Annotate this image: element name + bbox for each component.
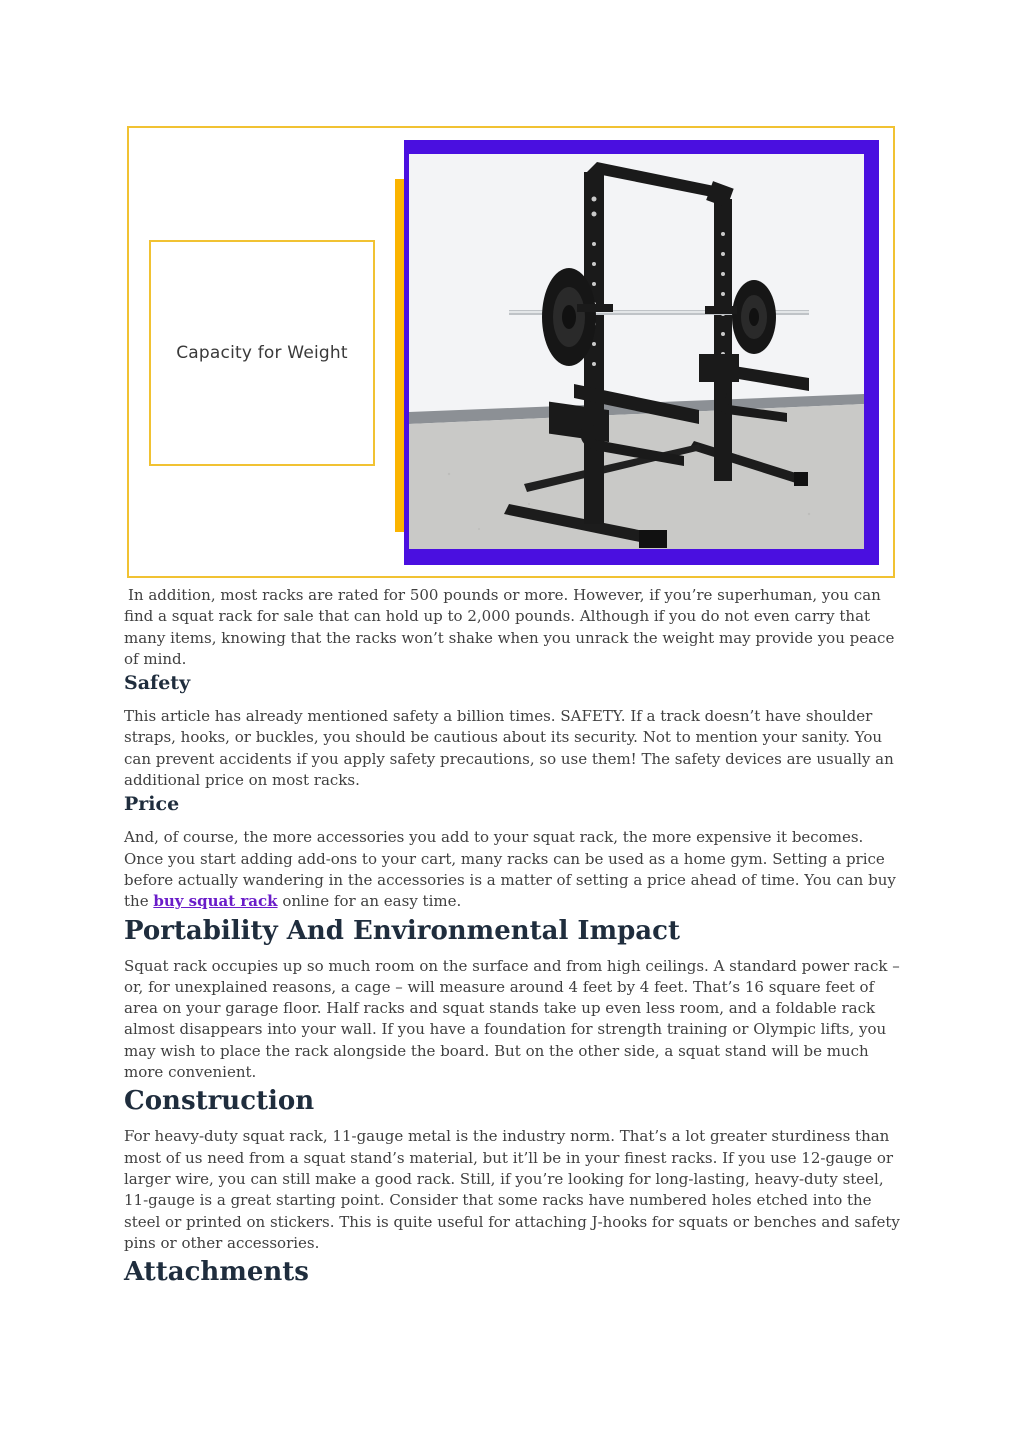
heading-attachments: Attachments xyxy=(124,1257,309,1288)
squat-rack-photo xyxy=(409,154,864,549)
squat-rack-illustration xyxy=(409,154,864,549)
price-text-before: And, of course, the more accessories you add to your squat rack, the more expensive it becomes. Once you start adding add-ons to your cart, many racks can be used as a home gym. Setting a price before actually wandering in the accessories is a matter of setting a price ahead of time. You can buy the xyxy=(124,828,896,911)
portability-paragraph: Squat rack occupies up so much room on the surface and from high ceilings. A standard power rack – or, for unexplained reasons, a cage – will measure around 4 feet by 4 feet. That’s 16 square feet of area on your garage floor. Half racks and squat stands take up even less room, and a foldable rack almost disappears into your wall. If you have a foundation for strength training or Olympic lifts, you may wish to place the rack alongside the board. But on the other side, a squat stand will be much more convenient. xyxy=(124,956,900,1082)
caption-box xyxy=(149,240,375,466)
buy-squat-rack-link[interactable]: buy squat rack xyxy=(153,892,278,911)
safety-paragraph: This article has already mentioned safety a billion times. SAFETY. If a track doesn’t have shoulder straps, hooks, or buckles, you should be cautious about its security. Not to mention your sanity. You can prevent accidents if you apply safety precautions, so use them! The safety devices are usually an additional price on most racks. xyxy=(124,707,894,790)
article-body xyxy=(124,585,904,1297)
heading-safety: Safety xyxy=(124,672,191,695)
heading-price: Price xyxy=(124,793,180,816)
heading-portability: Portability And Environmental Impact xyxy=(124,915,680,946)
heading-construction: Construction xyxy=(124,1086,315,1117)
intro-paragraph: In addition, most racks are rated for 500 pounds or more. However, if you’re superhuman, you can find a squat rack for sale that can hold up to 2,000 pounds. Although if you do not even carry that many items, knowing that the racks won’t shake when you unrack the weight may provide you peace of mind. xyxy=(124,586,895,668)
construction-paragraph: For heavy-duty squat rack, 11-gauge metal is the industry norm. That’s a lot greater sturdiness than most of us need from a squat stand’s material, but it’ll be in your finest racks. If you use 12-gauge or larger wire, you can still make a good rack. Still, if you’re looking for long-lasting, heavy-duty steel, 11-gauge is a great starting point. Consider that some racks have numbered holes etched into the steel or printed on stickers. This is quite useful for attaching J-hooks for squats or benches and safety pins or other accessories. xyxy=(124,1127,900,1252)
caption-text: Capacity for Weight xyxy=(176,343,348,363)
price-text-after: online for an easy time. xyxy=(277,892,462,911)
hero-banner xyxy=(127,126,895,578)
price-paragraph xyxy=(124,827,904,912)
